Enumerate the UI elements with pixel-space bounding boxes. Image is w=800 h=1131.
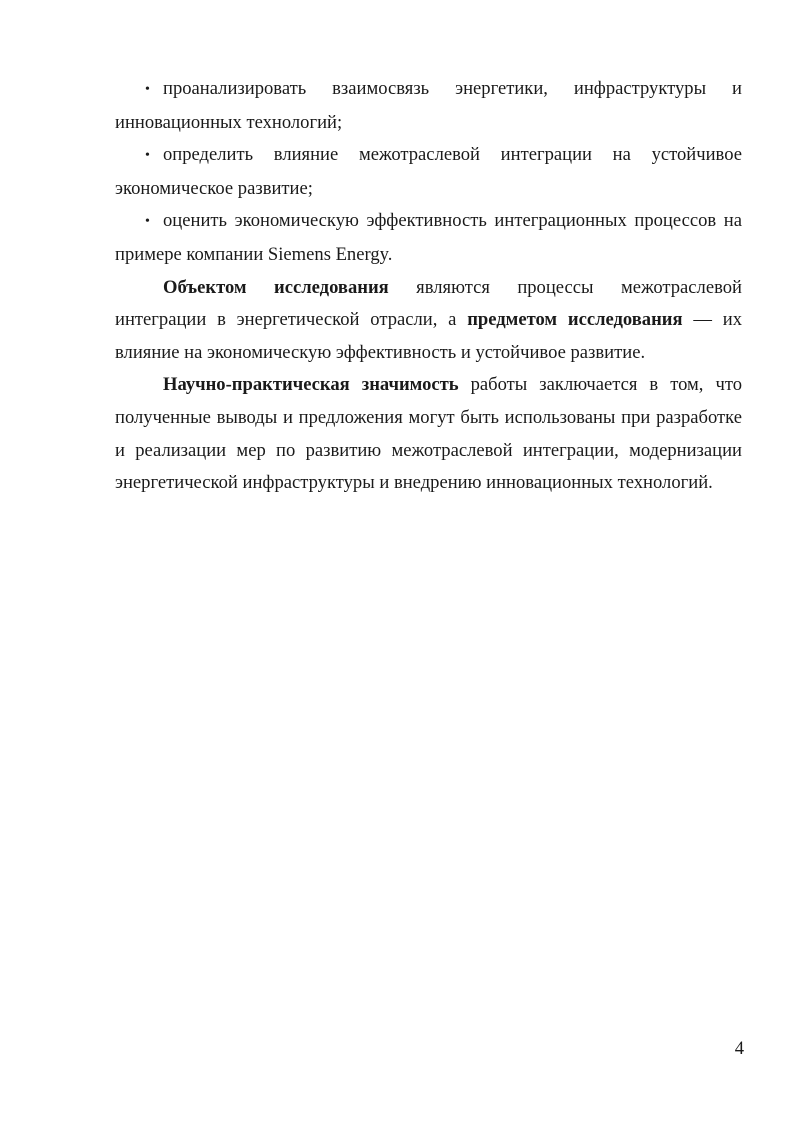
- page-number: 4: [734, 1038, 744, 1059]
- bullet-icon: •: [145, 148, 150, 164]
- subject-term: предметом исследования: [467, 309, 683, 331]
- list-item: [115, 205, 742, 271]
- significance-paragraph: [115, 369, 742, 499]
- bullet-text: определить влияние межотраслевой интеграции на устойчивое экономическое развитие;: [115, 144, 742, 199]
- significance-term: Научно-практическая значимость: [163, 374, 459, 396]
- significance-text: работы заключается в том, что полученные выводы и предложения могут быть использованы при разработке и реализации мер по развитию межотраслевой интеграции, модернизации энергетической инфраструктуры и внедрению инновационных технологий.: [115, 374, 742, 494]
- list-item: [115, 139, 742, 205]
- subject-text: — их влияние на экономическую эффективность и устойчивое развитие.: [115, 309, 742, 363]
- object-text: являются процессы межотраслевой интеграции в энергетической отрасли, а: [115, 276, 742, 331]
- bullet-text: проанализировать взаимосвязь энергетики, инфраструктуры и инновационных технологий;: [115, 78, 742, 133]
- object-term: Объектом исследования: [163, 276, 389, 298]
- bullet-text: оценить экономическую эффективность интеграционных процессов на примере компании Siemens Energy.: [115, 210, 742, 265]
- list-item: [115, 73, 742, 139]
- bullet-icon: •: [145, 82, 150, 97]
- object-paragraph: [115, 272, 742, 370]
- page-content: [115, 73, 742, 500]
- bullet-icon: •: [145, 214, 150, 230]
